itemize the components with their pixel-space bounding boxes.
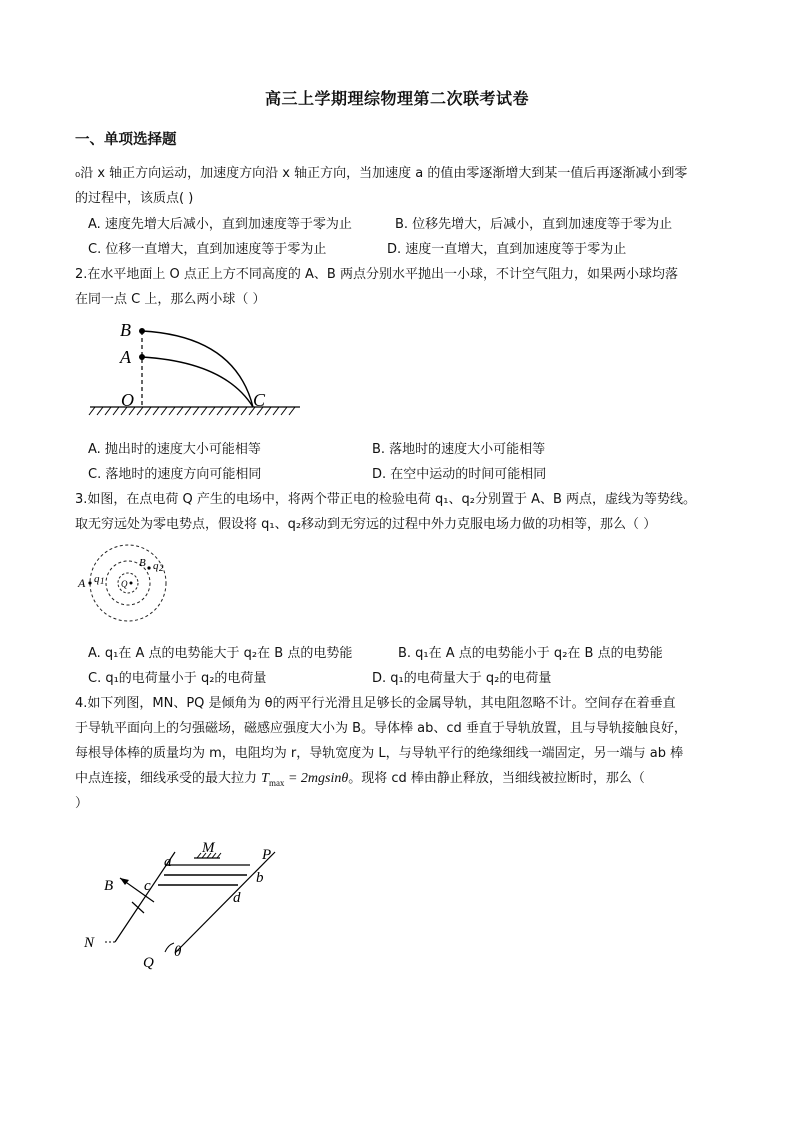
label-p: P [262, 847, 272, 863]
q2-option-a: A. 抛出时的速度大小可能相等 [88, 442, 261, 457]
q4-text-line5: ） [75, 796, 89, 811]
field-arrow-cross [132, 902, 144, 913]
label-theta: θ [174, 944, 182, 960]
section-heading: 一、单项选择题 [75, 132, 177, 148]
q4-formula-rest: = 2mgsinθ [284, 771, 349, 786]
q3-text-line2: 取无穷远处为零电势点，假设将 q₁、q₂移动到无穷远的过程中外力克服电场力做的功相等，那么（ ） [75, 517, 657, 532]
q3-option-d: D. q₁的电荷量大于 q₂的电荷量 [372, 671, 552, 686]
q1-text-line2: 的过程中，该质点( ) [75, 191, 194, 206]
label-m: M [202, 840, 215, 856]
q1-option-a: A. 速度先增大后减小，直到加速度等于零为止 [88, 217, 352, 232]
label-d: d [233, 890, 241, 906]
q4-formula-t: T [261, 771, 269, 786]
q4-line4-start: 中点连接，细线承受的最大拉力 [75, 771, 262, 786]
label-c: C [253, 390, 266, 410]
q3-option-b: B. q₁在 A 点的电势能小于 q₂在 B 点的电势能 [398, 646, 663, 661]
point-b-marker [139, 328, 145, 334]
q4-text-line1: 4.如下列图，MN、PQ 是倾角为 θ的两平行光滑且足够长的金属导轨，其电阻忽略不计。空间存在着垂直 [75, 696, 676, 711]
label-b: B [120, 320, 131, 340]
label-q2-sub: 2 [159, 563, 164, 573]
label-b: b [256, 870, 264, 886]
q4-formula-sub: max [268, 777, 285, 788]
q4-formula [261, 771, 348, 786]
q2-text-line1: 2.在水平地面上 O 点正上方不同高度的 A、B 两点分别水平抛出一小球，不计空气阻力，如果两小球均落 [75, 267, 678, 282]
q1-option-b: B. 位移先增大，后减小，直到加速度等于零为止 [395, 217, 673, 232]
point-a-marker [139, 354, 145, 360]
q4-text-line3: 每根导体棒的质量均为 m，电阻均为 r，导轨宽度为 L，与导轨平行的绝缘细线一端固定，另一端与 ab 棒 [75, 746, 684, 761]
label-a: a [164, 854, 172, 870]
q2-option-b: B. 落地时的速度大小可能相等 [372, 442, 546, 457]
q1-option-d: D. 速度一直增大，直到加速度等于零为止 [387, 242, 627, 257]
label-o: O [121, 390, 134, 410]
q2-text-line2: 在同一点 C 上，那么两小球（ ） [75, 292, 266, 307]
label-q: Q [121, 579, 128, 589]
angle-arc [165, 943, 174, 952]
q1-text-line1: ₀沿 x 轴正方向运动，加速度方向沿 x 轴正方向，当加速度 a 的值由零逐渐增大到某一值后再逐渐减小到零 [75, 166, 688, 181]
label-a: A [78, 576, 86, 590]
charge-q-dot [130, 582, 133, 585]
label-n: N [84, 935, 95, 951]
q3-text-line1: 3.如图，在点电荷 Q 产生的电场中，将两个带正电的检验电荷 q₁、q₂分别置于 A、B 两点，虚线为等势线。 [75, 492, 697, 507]
label-a: A [120, 347, 131, 367]
q2-option-c: C. 落地时的速度方向可能相同 [88, 467, 262, 482]
q2-option-d: D. 在空中运动的时间可能相同 [372, 467, 547, 482]
q3-option-a: A. q₁在 A 点的电势能大于 q₂在 B 点的电势能 [88, 646, 353, 661]
q4-text-line2: 于导轨平面向上的匀强磁场，磁感应强度大小为 B。导体棒 ab、cd 垂直于导轨放置，且与导轨接触良好， [75, 721, 687, 736]
q4-text-line4 [75, 767, 645, 788]
q4-rails-figure [80, 835, 290, 970]
rail-pq [175, 852, 275, 953]
point-a-dot [88, 581, 91, 584]
label-q1: q [94, 573, 100, 585]
label-q: Q [143, 955, 154, 970]
page-title: 高三上学期理综物理第二次联考试卷 [264, 89, 529, 108]
q3-option-c: C. q₁的电荷量小于 q₂的电荷量 [88, 671, 267, 686]
label-b: B [139, 557, 146, 569]
q1-option-c: C. 位移一直增大，直到加速度等于零为止 [88, 242, 327, 257]
trajectory-from-b [142, 331, 253, 407]
q3-equipotential-figure [75, 540, 185, 632]
label-field-b: B [104, 878, 114, 894]
q2-projectile-figure [85, 316, 315, 426]
label-q1-sub: 1 [100, 576, 105, 586]
label-c: c [144, 878, 151, 894]
q4-line4-end: 。现将 cd 棒由静止释放，当细线被拉断时，那么（ [348, 771, 645, 786]
point-b-dot [147, 566, 150, 569]
label-q2: q [153, 560, 159, 572]
trajectory-from-a [142, 357, 253, 407]
